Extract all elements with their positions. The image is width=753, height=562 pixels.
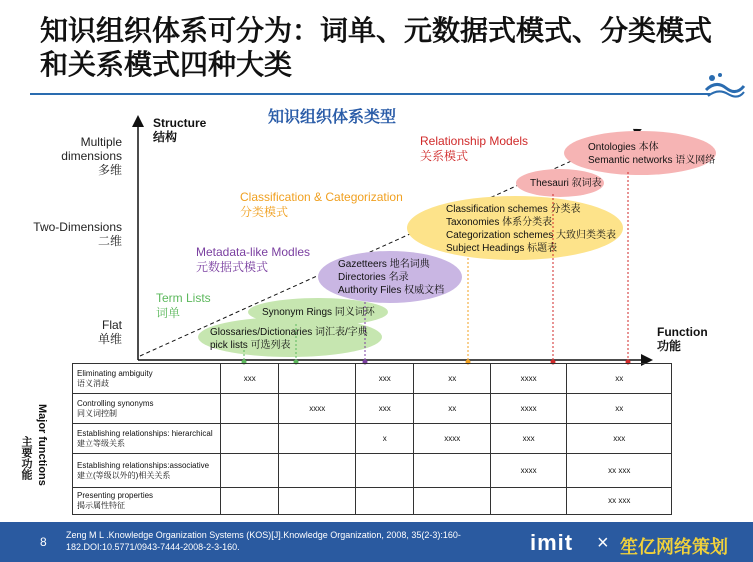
brand-logo: imit xyxy=(530,530,574,555)
y-level-multiple: Multiple dimensions 多维 xyxy=(61,135,122,177)
citation: Zeng M L .Knowledge Organization Systems (KOS)[J].Knowledge Organization, 2008, 35(2-3):160-182.DOI:10.5771/0943-7444-2008-2-3-160. xyxy=(66,530,461,552)
matrix-side-label-cn: 主要功能 xyxy=(20,436,33,480)
matrix-row: Presenting properties 揭示属性特征 xx xxx xyxy=(73,488,672,515)
matrix-row: Controlling synonyms 同义词控制 xxxx xxx xx xxxx xx xyxy=(73,394,672,424)
category-term-lists: Term Lists 词单 xyxy=(156,291,211,320)
diagram-title: 知识组织体系类型 xyxy=(268,107,397,126)
cloud-classification-text: Classification schemes 分类表 Taxonomies 体系分类表 Categorization schemes 大致归类类表 Subject Headings 标题表 xyxy=(446,204,617,254)
category-metadata: Metadata-like Modles 元数据式模式 xyxy=(196,245,311,274)
cloud-ontologies-text: Ontologies 本体 Semantic networks 语义网络 xyxy=(588,142,716,166)
category-classification: Classification & Categorization 分类模式 xyxy=(240,190,403,219)
category-relationship: Relationship Models 关系模式 xyxy=(420,134,529,163)
cloud-gazetteers-text: Gazetteers 地名词典 Directories 名录 Authority Files 权威文档 xyxy=(338,259,445,296)
cloud-thesauri-text: Thesauri 叙词表 xyxy=(530,178,602,189)
function-matrix xyxy=(72,363,672,515)
brand-separator: × xyxy=(597,532,609,554)
page-number: 8 xyxy=(40,535,47,549)
cloud-synonym-text: Synonym Rings 同义词环 xyxy=(262,307,375,318)
matrix-side-label: Major functions xyxy=(36,404,48,486)
y-level-flat: Flat 单维 xyxy=(97,318,122,346)
y-axis-title: Structure 结构 xyxy=(153,116,207,144)
y-level-two: Two-Dimensions 二维 xyxy=(33,220,122,248)
matrix-row: Establishing relationships:associative 建立(等级以外的)相关关系 xxxx xx xxx xyxy=(73,454,672,488)
x-axis-title: Function 功能 xyxy=(657,325,708,353)
matrix-row: Establishing relationships: hierarchical 建立等级关系 x xxxx xxx xxx xyxy=(73,424,672,454)
cloud-glossaries-text: Glossaries/Dictionaries 词汇表/字典 pick lists 可选列表 xyxy=(210,327,368,351)
slide-title: 知识组织体系可分为：词单、元数据式模式、分类模式和关系模式四种大类 xyxy=(40,14,713,81)
brand-cn-logo: 笙亿网络策划 xyxy=(620,537,728,558)
matrix-row: Eliminating ambiguity 语义消歧 xxx xxx xx xxxx xx xyxy=(73,364,672,394)
